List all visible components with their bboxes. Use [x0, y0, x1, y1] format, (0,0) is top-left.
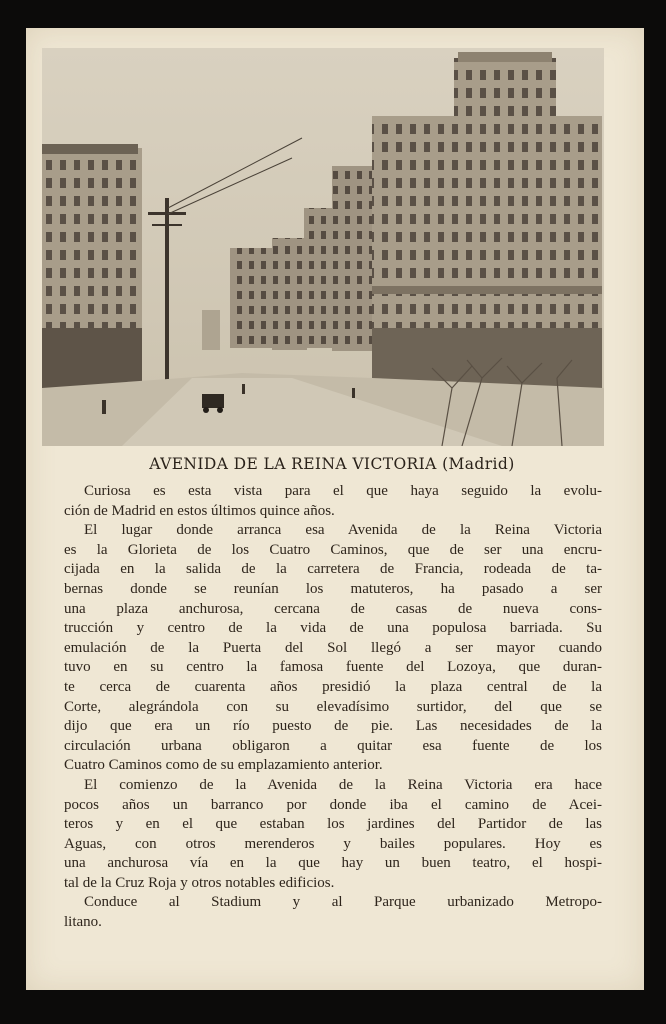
text-line: pocos años un barranco por donde iba el camino de Acei- — [64, 796, 602, 813]
text-line: circulación urbana obligaron a quitar esa fuente de los — [64, 737, 602, 754]
text-line: teros y en el que estaban los jardines del Partidor de las — [64, 816, 602, 833]
text-line: cijada en la salida de la carretera de Francia, rodeada de ta- — [64, 561, 602, 578]
text-line: Corte, alegrándola con su elevadísimo surtidor, del que se — [64, 698, 602, 715]
text-line: El comienzo de la Avenida de la Reina Victoria era hace — [84, 776, 602, 793]
text-line: emulación de la Puerta del Sol llegó a ser mayor cuando — [64, 639, 602, 656]
text-line: es la Glorieta de los Cuatro Caminos, que de ser una encru- — [64, 541, 602, 558]
text-line: Curiosa es esta vista para el que haya seguido la evolu- — [84, 483, 602, 499]
postcard-description — [64, 482, 602, 933]
text-line: te cerca de cuarenta años presidió la plaza central de la — [64, 678, 602, 695]
text-line: Conduce al Stadium y al Parque urbanizado Metropo- — [84, 894, 602, 911]
text-line: tuvo en su centro la famosa fuente del Lozoya, que duran- — [64, 659, 602, 676]
text-line: una plaza anchurosa, cercana de casas de nueva cons- — [64, 600, 602, 617]
text-line: ción de Madrid en estos últimos quince años. — [64, 502, 335, 519]
text-line: trucción y centro de la vida de una populosa barriada. Su — [64, 620, 602, 637]
postcard-title: AVENIDA DE LA REINA VICTORIA (Madrid) — [149, 455, 515, 473]
text-line: una anchurosa vía en la que hay un buen teatro, el hospi- — [64, 855, 602, 872]
text-line: tal de la Cruz Roja y otros notables edificios. — [64, 874, 335, 891]
text-line: Cuatro Caminos como de su emplazamiento anterior. — [64, 757, 383, 774]
text-line: dijo que era un río puesto de pie. Las necesidades de la — [64, 718, 602, 735]
text-line: bernas donde se reunían los matuteros, ha pasado a ser — [64, 580, 602, 597]
street-photograph — [42, 48, 604, 446]
text-line: El lugar donde arranca esa Avenida de la Reina Victoria — [84, 522, 602, 539]
text-line: Aguas, con otros merenderos y bailes populares. Hoy es — [64, 835, 602, 852]
text-line: litano. — [64, 914, 102, 931]
